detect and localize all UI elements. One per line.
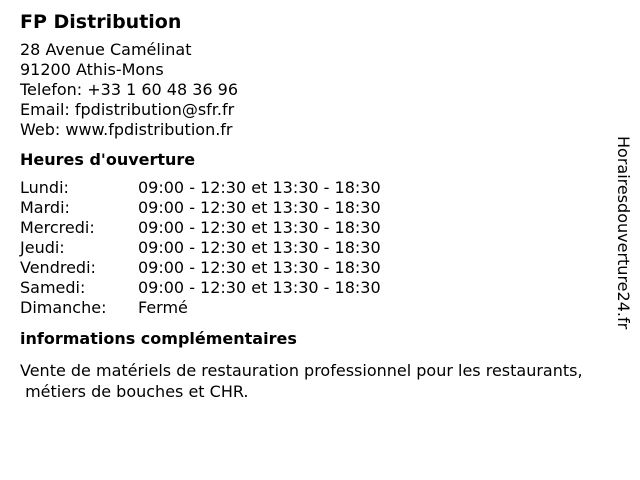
company-name: FP Distribution (20, 11, 182, 33)
time-value: 09:00 - 12:30 et 13:30 - 18:30 (138, 278, 381, 297)
day-label: Vendredi: (20, 258, 96, 277)
hours-row-tuesday (20, 198, 620, 218)
day-label: Dimanche: (20, 298, 107, 317)
phone-line: Telefon: +33 1 60 48 36 96 (20, 80, 239, 99)
hours-row-sunday (20, 298, 620, 318)
email-line: Email: fpdistribution@sfr.fr (20, 100, 235, 119)
time-value: 09:00 - 12:30 et 13:30 - 18:30 (138, 198, 381, 217)
address-city: 91200 Athis-Mons (20, 60, 164, 79)
time-value: 09:00 - 12:30 et 13:30 - 18:30 (138, 178, 381, 197)
hours-row-wednesday (20, 218, 620, 238)
address-street: 28 Avenue Camélinat (20, 40, 192, 59)
hours-title: Heures d'ouverture (20, 150, 196, 169)
time-value: 09:00 - 12:30 et 13:30 - 18:30 (138, 258, 381, 277)
site-watermark: Horairesdouverture24.fr (614, 136, 633, 330)
business-card (20, 10, 620, 402)
time-value: 09:00 - 12:30 et 13:30 - 18:30 (138, 218, 381, 237)
day-label: Mardi: (20, 198, 70, 217)
hours-row-monday (20, 178, 620, 198)
hours-row-saturday (20, 278, 620, 298)
day-label: Lundi: (20, 178, 69, 197)
hours-row-friday (20, 258, 620, 278)
hours-table (20, 178, 620, 318)
day-label: Jeudi: (20, 238, 65, 257)
day-label: Mercredi: (20, 218, 95, 237)
web-line: Web: www.fpdistribution.fr (20, 120, 233, 139)
day-label: Samedi: (20, 278, 86, 297)
time-value: Fermé (138, 298, 188, 317)
time-value: 09:00 - 12:30 et 13:30 - 18:30 (138, 238, 381, 257)
info-text: Vente de matériels de restauration professionnel pour les restaurants, métiers de bouches et CHR. (20, 361, 583, 401)
info-title: informations complémentaires (20, 329, 297, 348)
hours-row-thursday (20, 238, 620, 258)
